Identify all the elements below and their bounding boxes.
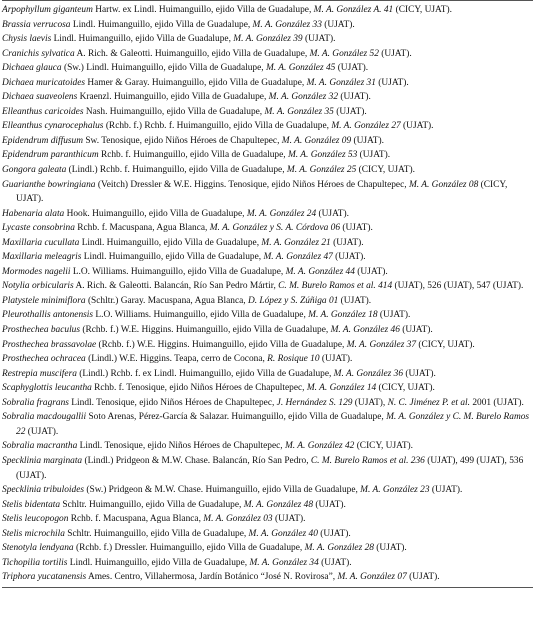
species-name: Prosthechea ochracea <box>2 354 86 365</box>
authority-locality: Hartw. ex Lindl. Huimanguillo, ejido Villa de Guadalupe, <box>92 5 314 15</box>
species-name: Cranichis sylvatica <box>2 48 75 59</box>
herbarium: (UJAT). <box>403 368 436 379</box>
specimen-entry <box>2 18 533 33</box>
authority-locality: Rchb. f. Macuspana, Agua Blanca, <box>68 514 204 525</box>
herbarium: (UJAT). <box>25 426 59 437</box>
herbarium: (UJAT). <box>357 150 391 161</box>
collector: M. A. González 03 <box>203 514 273 525</box>
herbarium: (UJAT), 499 (UJAT), 536 (UJAT). <box>16 455 524 481</box>
collector: M. A. González 32 <box>268 92 339 103</box>
herbarium: (UJAT). <box>319 354 353 365</box>
collector: M. A. González 45 <box>265 63 336 74</box>
specimen-entry <box>2 512 533 527</box>
specimen-entry <box>2 541 533 556</box>
collector: M. A. González 33 <box>252 19 322 30</box>
authority-locality: (Rchb. f.) Rchb. f. Huimanguillo, ejido Villa de Guadalupe, <box>103 121 332 132</box>
collector: M. A. González 40 <box>248 528 318 539</box>
collector: M. A. González 23 <box>360 485 430 496</box>
herbarium: (UJAT). <box>272 514 306 525</box>
specimen-entry <box>2 338 533 353</box>
collector: M. A. González 46 <box>330 325 400 336</box>
collector: M. A. González 08 <box>408 179 479 190</box>
herbarium: (UJAT). <box>373 543 407 554</box>
collector: M. A. González 28 <box>304 543 374 554</box>
authority-locality: Lindl. Huimanguillo, ejido Villa de Guadalupe, <box>81 252 264 263</box>
specimen-entry <box>2 279 533 294</box>
collector: M. A. González 27 <box>331 121 401 132</box>
specimen-entry <box>2 294 533 309</box>
herbarium: (UJAT). <box>354 266 388 277</box>
authority-locality: Kraenzl. Huimanguillo, ejido Villa de Guadalupe, <box>77 92 269 103</box>
collector-secondary: N. C. Jiménez P. et al. <box>387 397 470 408</box>
specimen-entry <box>2 483 533 498</box>
herbarium: (UJAT). <box>335 63 369 74</box>
authority-locality: L.O. Williams. Huimanguillo, ejido Villa de Guadalupe, <box>70 266 286 277</box>
species-name: Elleanthus caricoides <box>2 106 84 117</box>
collector: M. A. González 37 <box>346 339 417 350</box>
species-name: Platystele minimiflora <box>2 295 86 306</box>
species-name: Specklinia marginata <box>2 455 83 466</box>
species-name: Prosthechea baculus <box>2 325 81 336</box>
species-name: Sobralia macrantha <box>2 441 78 452</box>
herbarium: (UJAT). <box>321 19 355 30</box>
herbarium: (CICY, UJAT). <box>393 5 452 15</box>
herbarium: (CICY, UJAT). <box>416 339 475 350</box>
species-name: Epidendrum diffusum <box>2 135 83 146</box>
species-name: Brassia verrucosa <box>2 19 71 30</box>
herbarium: (CICY, UJAT). <box>354 441 414 452</box>
specimen-entry <box>2 381 533 396</box>
collector: M. A. González 25 <box>286 165 357 176</box>
specimen-entry <box>2 556 533 571</box>
species-name: Tichopilia tortilis <box>2 557 68 568</box>
collector: C. M. Burelo Ramos et al. 236 <box>310 455 425 466</box>
authority-locality: (Veitch) Dressler & W.E. Higgins. Tenosique, ejido Niños Héroes de Chapultepec, <box>95 179 409 190</box>
herbarium: (UJAT). <box>378 48 412 59</box>
collector: M. A. González 44 <box>285 266 355 277</box>
authority-locality: (Lindl.) W.E. Higgins. Teapa, cerro de Cocona, <box>85 354 268 365</box>
authority-locality: (Rchb. f.) W.E. Higgins. Huimanguillo, ejido Villa de Guadalupe, <box>80 325 331 336</box>
collector: M. A. González 18 <box>308 310 378 321</box>
specimen-entry <box>2 61 533 76</box>
species-name: Sobralia fragrans <box>2 397 69 408</box>
collector: M. A. González 14 <box>306 383 377 394</box>
collector: M. A. González 36 <box>333 368 404 379</box>
herbarium: (UJAT). <box>318 557 352 568</box>
herbarium: (UJAT). <box>302 34 336 45</box>
herbarium: (UJAT). <box>316 208 349 219</box>
species-name: Stelis leucopogon <box>2 514 69 525</box>
specimen-entry <box>2 410 533 439</box>
herbarium-secondary: 2001 (UJAT). <box>469 397 524 408</box>
authority-locality: Lindl. Tenosique, ejido Niños Héroes de Chapultepec, <box>77 441 285 452</box>
authority-locality: Schltr. Huimanguillo, ejido Villa de Guadalupe, <box>60 499 244 510</box>
collector: R. Rosique 10 <box>267 354 320 365</box>
authority-locality: (Lindl.) Rchb. f. Huimanguillo, ejido Villa de Guadalupe, <box>66 165 287 176</box>
specimen-entry <box>2 76 533 91</box>
specimen-entry <box>2 570 533 585</box>
specimen-entry <box>2 178 533 207</box>
collector: M. A. González 35 <box>264 106 334 117</box>
specimen-entry <box>2 352 533 367</box>
collector: M. A. González A. 41 <box>313 5 394 15</box>
collector: M. A. González 24 <box>246 208 317 219</box>
authority-locality: Rchb. f. Macuspana, Agua Blanca, <box>74 223 210 234</box>
herbarium: (UJAT). <box>338 92 371 103</box>
species-name: Restrepia muscifera <box>2 368 77 379</box>
specimen-table <box>2 0 533 588</box>
species-name: Guarianthe bowringiana <box>2 179 96 190</box>
species-name: Gongora galeata <box>2 165 67 176</box>
species-name: Stelis microchila <box>2 528 65 539</box>
authority-locality: L.O. Williams. Huimanguillo, ejido Villa de Guadalupe, <box>93 310 309 321</box>
collector: M. A. González 52 <box>309 48 379 59</box>
authority-locality: Lindl. Huimanguillo, ejido Villa de Guadalupe, <box>79 237 262 248</box>
species-name: Sobralia macdougallii <box>2 412 87 423</box>
herbarium: (UJAT). <box>351 135 384 146</box>
authority-locality: A. Rich. & Galeotti. Balancán, Río San Pedro Mártir, <box>73 281 279 292</box>
collector: M. A. González 39 <box>233 34 303 45</box>
authority-locality: Rchb. f. Huimanguillo, ejido Villa de Guadalupe, <box>98 150 288 161</box>
herbarium: (UJAT). <box>406 572 440 583</box>
authority-locality: (Sw.) Pridgeon & M.W. Chase. Huimanguillo, ejido Villa de Guadalupe, <box>84 485 361 496</box>
herbarium: (UJAT), <box>352 397 388 408</box>
specimen-entry <box>2 308 533 323</box>
species-name: Stenotyla lendyana <box>2 543 74 554</box>
species-name: Epidendrum paranthicum <box>2 150 99 161</box>
species-name: Chysis laevis <box>2 34 52 45</box>
authority-locality: Hook. Huimanguillo, ejido Villa de Guadalupe, <box>64 208 247 219</box>
specimen-entry <box>2 119 533 134</box>
herbarium: (CICY, UJAT). <box>356 165 415 176</box>
authority-locality: Nash. Huimanguillo, ejido Villa de Guadalupe, <box>83 106 265 117</box>
collector: M. A. González 53 <box>287 150 358 161</box>
collector: J. Hernández S. 129 <box>276 397 353 408</box>
herbarium: (UJAT). <box>317 528 351 539</box>
authority-locality: Hamer & Garay. Huimanguillo, ejido Villa de Guadalupe, <box>85 77 307 88</box>
collector: M. A. González y C. M. Burelo Ramos 22 <box>16 412 530 437</box>
authority-locality: Rchb. f. Tenosique, ejido Niños Héroes de Chapultepec, <box>91 383 307 394</box>
species-name: Maxillaria cucullata <box>2 237 80 248</box>
authority-locality: Lindl. Huimanguillo, ejido Villa de Guadalupe, <box>70 19 253 30</box>
collector: M. A. González 09 <box>281 135 352 146</box>
specimen-entry <box>2 163 533 178</box>
collector: M. A. González 21 <box>261 237 331 248</box>
species-name: Scaphyglottis leucantha <box>2 383 92 394</box>
specimen-entry <box>2 90 533 105</box>
species-name: Stelis bidentata <box>2 499 61 510</box>
specimen-entry <box>2 236 533 251</box>
specimen-entry <box>2 498 533 513</box>
herbarium: (UJAT). <box>340 223 373 234</box>
authority-locality: (Rchb. f.) Dressler. Huimanguillo, ejido Villa de Guadalupe, <box>73 543 305 554</box>
herbarium: (UJAT). <box>330 237 364 248</box>
authority-locality: (Lindl.) Pridgeon & M.W. Chase. Balancán, Río San Pedro, <box>82 455 311 466</box>
authority-locality: (Lindl.) Rchb. f. ex Lindl. Huimanguillo, ejido Villa de Guadalupe, <box>76 368 334 379</box>
authority-locality: Sw. Tenosique, ejido Niños Héroes de Chapultepec, <box>83 135 282 146</box>
collector: M. A. González 31 <box>306 77 376 88</box>
species-name: Dichaea muricatoides <box>2 77 86 88</box>
collector: M. A. González 34 <box>249 557 319 568</box>
species-name: Arpophyllum giganteum <box>2 5 93 15</box>
specimen-entry <box>2 367 533 382</box>
authority-locality: Lindl. Huimanguillo, ejido Villa de Guadalupe, <box>51 34 234 45</box>
specimen-entry <box>2 221 533 236</box>
specimen-entry <box>2 105 533 120</box>
collector: M. A. González 42 <box>284 441 355 452</box>
collector: M. A. González 47 <box>263 252 333 263</box>
species-name: Triphora yucatanensis <box>2 572 87 583</box>
species-name: Dichaea suaveolens <box>2 92 78 103</box>
herbarium: (UJAT). <box>338 295 372 306</box>
species-name: Notylia orbicularis <box>2 281 74 292</box>
authority-locality: Soto Arenas, Pérez-García & Salazar. Huimanguillo, ejido Villa de Guadalupe, <box>86 412 387 423</box>
collector: M. A. González 07 <box>337 572 407 583</box>
herbarium: (UJAT). <box>313 499 346 510</box>
specimen-entry <box>2 527 533 542</box>
species-name: Maxillaria meleagris <box>2 252 82 263</box>
collector: M. A. González y S. A. Córdova 06 <box>209 223 341 234</box>
species-name: Pleurothallis antonensis <box>2 310 94 321</box>
herbarium: (CICY, UJAT). <box>376 383 435 394</box>
specimen-entry <box>2 265 533 280</box>
species-name: Lycaste consobrina <box>2 223 75 234</box>
authority-locality: (Sw.) Lindl. Huimanguillo, ejido Villa de Guadalupe, <box>61 63 266 74</box>
authority-locality: (Rchb. f.) W.E. Higgins. Huimanguillo, ejido Villa de Guadalupe, <box>96 339 347 350</box>
specimen-entry <box>2 148 533 163</box>
authority-locality: (Schltr.) Garay. Macuspana, Agua Blanca, <box>85 295 248 306</box>
herbarium: (UJAT). <box>377 310 411 321</box>
herbarium: (CICY, UJAT). <box>16 179 508 205</box>
specimen-entry <box>2 250 533 265</box>
specimen-entry <box>2 47 533 62</box>
authority-locality: Schltr. Huimanguillo, ejido Villa de Guadalupe, <box>64 528 249 539</box>
herbarium: (UJAT). <box>332 252 366 263</box>
authority-locality: Ames. Centro, Villahermosa, Jardín Botánico “José N. Rovirosa”, <box>86 572 338 583</box>
species-name: Dichaea glauca <box>2 63 62 74</box>
specimen-entry <box>2 134 533 149</box>
herbarium: (UJAT). <box>375 77 409 88</box>
specimen-entry <box>2 454 533 483</box>
collector: D. López y S. Zúñiga 01 <box>247 295 339 306</box>
herbarium: (UJAT). <box>333 106 367 117</box>
species-name: Prosthechea brassavolae <box>2 339 97 350</box>
specimen-list <box>2 3 533 585</box>
specimen-entry <box>2 439 533 454</box>
specimen-entry <box>2 323 533 338</box>
specimen-entry <box>2 207 533 222</box>
authority-locality: A. Rich. & Galeotti. Huimanguillo, ejido Villa de Guadalupe, <box>74 48 310 59</box>
species-name: Habenaria alata <box>2 208 65 219</box>
species-name: Elleanthus cynarocephalus <box>2 121 104 132</box>
specimen-entry <box>2 396 533 411</box>
species-name: Mormodes nagelii <box>2 266 71 277</box>
species-name: Specklinia tribuloides <box>2 485 85 496</box>
herbarium: (UJAT). <box>429 485 463 496</box>
authority-locality: Lindl. Huimanguillo, ejido Villa de Guadalupe, <box>67 557 250 568</box>
collector: C. M. Burelo Ramos et al. 414 <box>278 281 393 292</box>
collector: M. A. González 48 <box>243 499 314 510</box>
specimen-entry <box>2 3 533 18</box>
herbarium: (UJAT). <box>399 325 433 336</box>
authority-locality: Lindl. Tenosique, ejido Niños Héroes de Chapultepec, <box>68 397 277 408</box>
specimen-entry <box>2 32 533 47</box>
herbarium: (UJAT). <box>400 121 434 132</box>
herbarium: (UJAT), 526 (UJAT), 547 (UJAT). <box>392 281 524 292</box>
